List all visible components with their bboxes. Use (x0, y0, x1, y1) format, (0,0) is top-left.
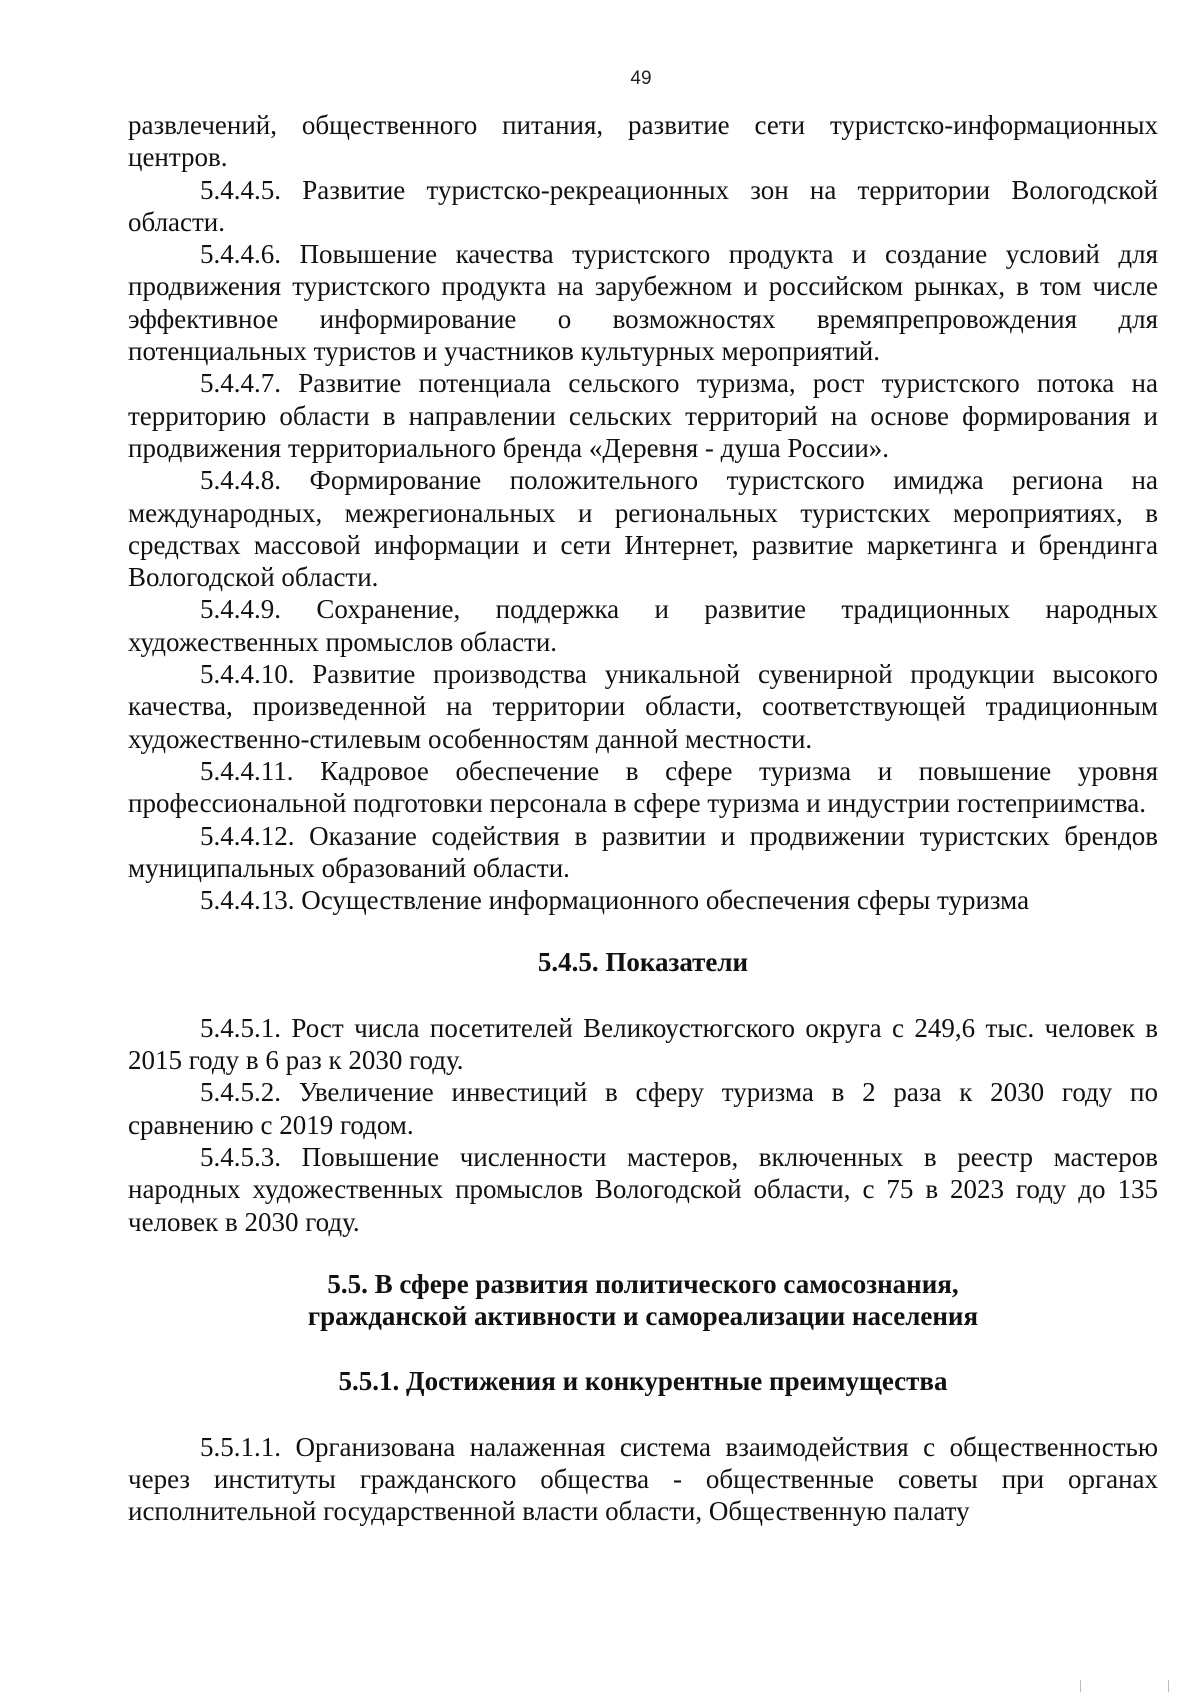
heading-section-5-5-line-1: 5.5. В сфере развития политического самосознания, (327, 1268, 959, 1299)
spacer (128, 1332, 1158, 1365)
scan-tick-mark (1168, 1680, 1169, 1692)
spacer (128, 1398, 1158, 1431)
spacer (128, 916, 1158, 946)
document-body (128, 109, 1158, 1528)
paragraph-5-4-4-6: 5.4.4.6. Повышение качества туристского продукта и создание условий для продвижения туристского продукта на зарубежном и российском рынках, в том числе эффективное информирование о возможностях времяпрепровождения для потенциальных туристов и участников культурных мероприятий. (128, 239, 1158, 367)
paragraph-5-5-1-1: 5.5.1.1. Организована налаженная система взаимодействия с общественностью через институты гражданского общества - общественные советы при органах исполнительной государственной власти области, Общественную палату (128, 1431, 1158, 1527)
paragraph-5-4-5-2: 5.4.5.2. Увеличение инвестиций в сферу туризма в 2 раза к 2030 году по сравнению с 2019 годом. (128, 1077, 1158, 1140)
paragraph-5-4-5-3: 5.4.5.3. Повышение численности мастеров, включенных в реестр мастеров народных художественных промыслов Вологодской области, с 75 в 2023 году до 135 человек в 2030 году. (128, 1141, 1158, 1237)
paragraph-5-4-4-10: 5.4.4.10. Развитие производства уникальной сувенирной продукции высокого качества, произведенной на территории области, соответствующей традиционным художественно-стилевым особенностям данной местности. (128, 659, 1158, 754)
paragraph-5-4-4-11: 5.4.4.11. Кадровое обеспечение в сфере туризма и повышение уровня профессиональной подготовки персонала в сфере туризма и индустрии гостеприимства. (128, 755, 1158, 819)
spacer (128, 979, 1158, 1012)
heading-indicators: 5.4.5. Показатели (537, 947, 749, 978)
paragraph-5-4-4-8: 5.4.4.8. Формирование положительного туристского имиджа региона на международных, межрегиональных и региональных туристских мероприятиях, в средствах массовой информации и сети Интернет, развитие маркетинга и брендинга Вологодской области. (128, 465, 1158, 593)
scan-tick-mark (1080, 1680, 1081, 1692)
paragraph-5-4-4-7: 5.4.4.7. Развитие потенциала сельского туризма, рост туристского потока на территорию области в направлении сельских территорий на основе формирования и продвижения территориального бренда «Деревня - душа России». (128, 368, 1158, 463)
spacer (128, 1238, 1158, 1268)
paragraph-5-4-5-1: 5.4.5.1. Рост числа посетителей Великоустюгского округа с 249,6 тыс. человек в 2015 году в 6 раз к 2030 году. (128, 1012, 1158, 1076)
paragraph: развлечений, общественного питания, развитие сети туристско-информационных центров. (128, 110, 1158, 173)
heading-section-5-5-line-2: гражданской активности и самореализации населения (307, 1301, 979, 1332)
paragraph-5-4-4-5: 5.4.4.5. Развитие туристско-рекреационных зон на территории Вологодской области. (128, 174, 1158, 237)
paragraph-5-4-4-12: 5.4.4.12. Оказание содействия в развитии и продвижении туристских брендов муниципальных образований области. (128, 820, 1158, 883)
paragraph-5-4-4-13: 5.4.4.13. Осуществление информационного обеспечения сферы туризма (200, 885, 1030, 916)
paragraph-5-4-4-9: 5.4.4.9. Сохранение, поддержка и развитие традиционных народных художественных промыслов области. (128, 594, 1158, 657)
heading-achievements: 5.5.1. Достижения и конкурентные преимущества (338, 1366, 948, 1397)
page-number: 49 (630, 68, 652, 89)
